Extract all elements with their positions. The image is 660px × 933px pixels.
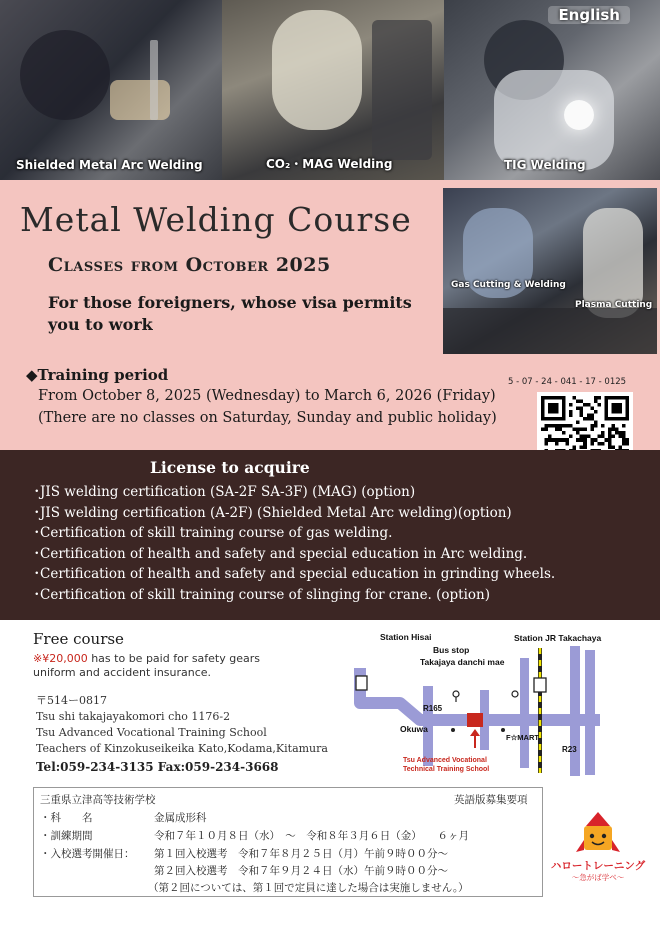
logo-name: ハロートレーニング [550, 860, 646, 872]
plasma-cutting-label: Plasma Cutting [575, 300, 653, 310]
teachers: Teachers of Kinzokuseikeika Kato,Kodama,Kitamura [36, 742, 328, 755]
map-road-r165: R165 [423, 704, 443, 713]
course-info-section [0, 180, 660, 450]
license-item: ・Certification of skill training course of slinging for crane. (option) [30, 586, 491, 603]
access-map [340, 628, 620, 778]
jp-period-value: 令和７年１０月８日（水） ～ 令和８年３月６日（金） ６ヶ月 [154, 830, 469, 842]
photo-shielded-metal-arc [0, 0, 222, 180]
jp-exam-2: 第２回入校選考 令和７年９月２４日（水）午前９時００分～ [154, 865, 448, 877]
license-item: ・JIS welding certification (SA-2F SA-3F) (MAG) (option) [30, 484, 416, 500]
jp-exam-1: 第１回入校選考 令和７年８月２５日（月）午前９時００分～ [154, 848, 448, 860]
postal-code: 〒514ー0817 [36, 694, 107, 707]
training-period-heading: ◆Training period [26, 366, 169, 384]
jp-dept-label: ・科 名 [40, 812, 93, 824]
street-address: Tsu shi takajayakomori cho 1176-2 [36, 710, 231, 723]
rocket-mascot-icon [548, 810, 648, 858]
school-name: Tsu Advanced Vocational Training School [36, 726, 267, 739]
japanese-info-box [33, 787, 543, 897]
map-station-jr: Station JR Takachaya [514, 633, 602, 643]
fee-note: ※¥20,000 has to be paid for safety gears [33, 652, 260, 665]
gas-cutting-label: Gas Cutting & Welding [451, 280, 566, 290]
photo-strip [0, 0, 660, 180]
jp-doc-type: 英語版募集要項 [454, 794, 528, 806]
course-code: 5 - 07 - 24 - 041 - 17 - 0125 [508, 377, 627, 387]
license-item: ・Certification of health and safety and special education in grinding wheels. [30, 566, 556, 582]
photo-label-tig: TIG Welding [504, 158, 586, 172]
photo-tig [444, 0, 660, 180]
jp-school-name: 三重県立津高等技術学校 [40, 794, 156, 806]
jp-dept-value: 金属成形科 [154, 812, 207, 824]
page-title: Metal Welding Course [20, 200, 412, 239]
photo-gas-plasma-cutting [443, 188, 657, 354]
photo-co2-mag [222, 0, 444, 180]
map-road-r23: R23 [562, 745, 577, 754]
map-station-hisai: Station Hisai [380, 632, 432, 642]
license-item: ・Certification of skill training course of gas welding. [30, 525, 393, 541]
map-school-label-2: Technical Training School [403, 766, 490, 773]
hello-training-logo [548, 810, 648, 890]
license-list [30, 482, 555, 605]
map-drawing [340, 628, 620, 778]
license-heading: License to acquire [150, 458, 310, 477]
map-okuwa: Okuwa [400, 724, 428, 734]
jp-exam-label: ・入校選考開催日： [40, 848, 135, 860]
photo-label-co2-mag: CO₂・MAG Welding [266, 157, 393, 171]
tel-fax[interactable]: Tel:059-234-3135 Fax:059-234-3668 [36, 760, 279, 774]
classes-start: Classes from October 2025 [48, 254, 331, 276]
jp-period-label: ・訓練期間 [40, 830, 93, 842]
map-fmart: F☆MART [506, 733, 539, 742]
license-item: ・JIS welding certification (A-2F) (Shielded Metal Arc welding)(option) [30, 504, 512, 521]
training-dates: From October 8, 2025 (Wednesday) to March 6, 2026 (Friday) [38, 388, 496, 404]
training-holidays-note: (There are no classes on Saturday, Sunday and public holiday) [38, 410, 497, 426]
license-item: ・Certification of health and safety and special education in Arc welding. [30, 545, 528, 562]
map-bus-stop-name: Takajaya danchi mae [420, 657, 505, 667]
map-bus-stop: Bus stop [433, 645, 470, 655]
eligibility-text: For those foreigners, whose visa permits you to work [48, 293, 412, 334]
license-section [0, 450, 660, 620]
map-school-label-1: Tsu Advanced Vocational [403, 757, 487, 764]
fee-note-continued: uniform and accident insurance. [33, 666, 212, 679]
photo-label-shielded: Shielded Metal Arc Welding [16, 158, 203, 172]
language-tag[interactable]: English [548, 6, 630, 24]
logo-tagline: 〜急がば学べ〜 [571, 873, 625, 882]
free-course-heading: Free course [33, 630, 124, 648]
jp-note: （第２回については、第１回で定員に達した場合は実施しません。） [148, 882, 469, 894]
